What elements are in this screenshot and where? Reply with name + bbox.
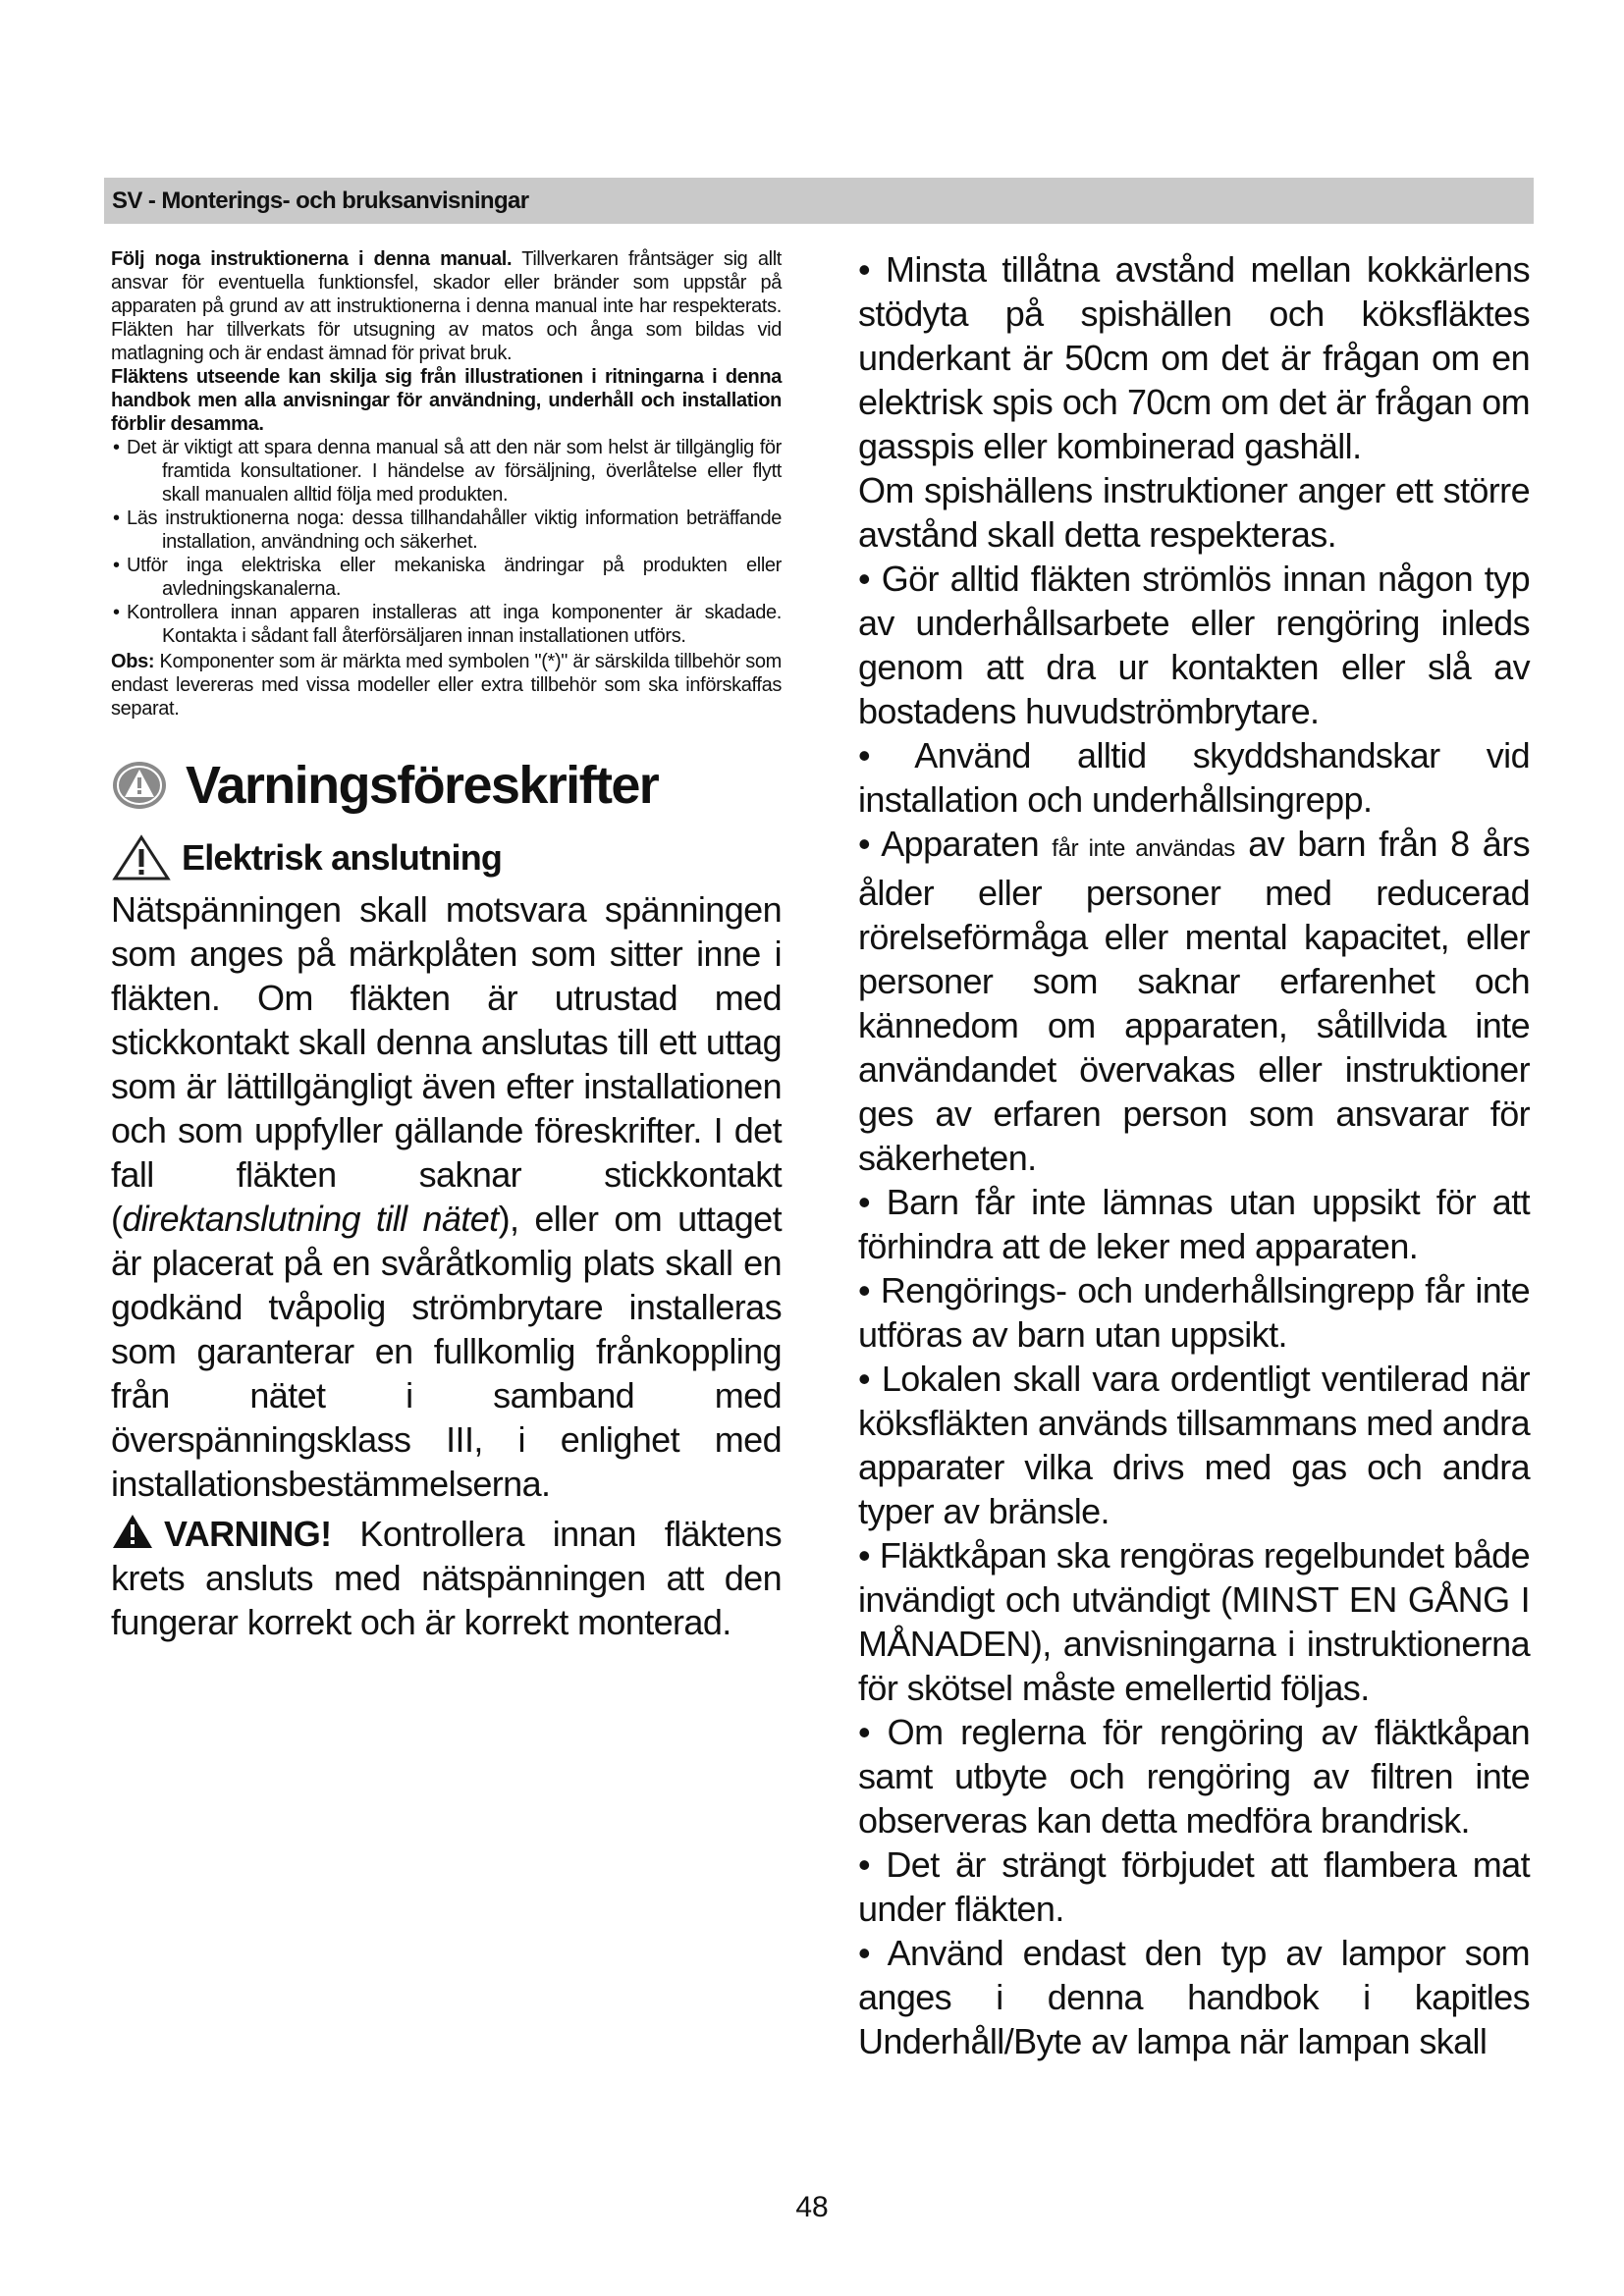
varning-paragraph [111, 1512, 782, 1644]
varning-text: Kontrollera innan fläktens krets ansluts med nätspänningen att den fungerar korrekt och är korrekt monterad. [111, 1514, 782, 1642]
left-column [111, 247, 782, 1644]
right-paragraph-respect: Om spishällens instruktioner anger ett större avstånd skall detta respekteras. [858, 470, 1530, 555]
page-number: 48 [795, 2191, 829, 2223]
electrical-text-part-1: Nätspänningen skall motsvara spänningen som anges på märkplåten som sitter inne i fläkten. Om fläkten är utrustad med stickkontakt skall denna anslutas till ett uttag som är lättillgängligt även efter installationen och som uppfyller gällande föreskrifter. I det fall fläkten saknar stickkontakt ( [111, 889, 782, 1239]
warnings-title: Varningsföreskrifter [186, 756, 659, 815]
intro-p2-bold: Fläktens utseende kan skilja sig från illustrationen i ritningarna i denna handbok men alla anvisningar för användning, underhåll och installation förblir desamma. [111, 366, 782, 435]
right-paragraph-ventilation: • Lokalen skall vara ordentligt ventilerad när köksfläkten används tillsammans med andra apparater vilka drivs med gas och andra typer av bränsle. [858, 1359, 1530, 1531]
electrical-text-part-2: ), eller om uttaget är placerat på en svåråtkomlig plats skall en godkänd tvåpolig strömbrytare installeras som garanterar en fullkomlig frånkoppling från nätet i samband med överspänningsklass III, i enlighet med installationsbestämmelserna. [111, 1199, 782, 1504]
bullet-first-line: Det är viktigt att spara denna manual så att den när som helst [127, 437, 648, 458]
p5-part-b: av barn från 8 års ålder eller personer med reducerad rörelseförmåga eller mental kapacitet, eller personer som saknar erfarenhet och kännedom om apparaten, såtillvida inte användandet övervakas eller instruktioner ges av erfaren person som ansvarar för säkerheten. [858, 824, 1531, 1178]
right-column [858, 247, 1530, 2063]
right-paragraph-distance: • Minsta tillåtna avstånd mellan kokkärlens stödyta på spishällen och köksfläktes underkant är 50cm om det är frågan om en elektrisk spis och 70cm om det är frågan om gasspis eller kombinerad gashäll. [858, 249, 1530, 466]
warning-triangle-solid-icon [111, 1513, 154, 1550]
right-paragraph-clean-hood: • Fläktkåpan ska rengöras regelbundet både invändigt och utvändigt (MINST EN GÅNG I MÅNADEN), anvisningarna i instruktionerna för skötsel måste emellertid följas. [858, 1535, 1530, 1708]
bullet-first-line: Läs instruktionerna noga: dessa tillhandahåller viktig [127, 507, 577, 529]
obs-note [111, 650, 782, 721]
p5-part-a: • Apparaten [858, 824, 1053, 864]
list-item [111, 601, 782, 648]
bullet-rest: information beträffande installation, användning och säkerhet. [162, 507, 782, 553]
section-title: SV - Monterings- och bruksanvisningar [112, 187, 529, 214]
electrical-text [111, 887, 782, 1506]
electrical-heading [111, 834, 782, 881]
obs-text: Komponenter som är märkta med symbolen "(*)" är särskilda tillbehör som endast levereras med vissa modeller eller extra tillbehör som ska införskaffas separat. [111, 651, 782, 720]
electrical-title: Elektrisk anslutning [182, 837, 503, 878]
intro-block [111, 247, 782, 721]
list-item [111, 554, 782, 601]
intro-p1-bold: Följ noga instruktionerna i denna manual. [111, 248, 513, 270]
right-paragraph-cleaning-children: • Rengörings- och underhållsingrepp får inte utföras av barn utan uppsikt. [858, 1270, 1530, 1355]
right-paragraph-children-play: • Barn får inte lämnas utan uppsikt för att förhindra att de leker med apparaten. [858, 1182, 1530, 1266]
intro-p1-text: Tillverkaren fråntsäger sig allt ansvar för eventuella funktionsfel, skador eller bränder som uppstår på apparaten på grund av att instruktionerna i denna manual inte har respekterats. Fläkten har tillverkats för utsugning av matos och ånga som bildas vid matlagning och är endast ämnad för privat bruk. [111, 248, 782, 364]
bullet-rest: är tillgänglig för framtida konsultationer. I händelse av försäljning, överlåtelse eller flytt skall manualen alltid följa med produkten. [162, 437, 782, 506]
right-paragraph-gloves: • Använd alltid skyddshandskar vid installation och underhållsingrepp. [858, 735, 1530, 820]
list-item [111, 507, 782, 554]
right-paragraph-fire-risk: • Om reglerna för rengöring av fläktkåpan samt utbyte och rengöring av filtren inte observeras kan detta medföra brandrisk. [858, 1712, 1530, 1841]
intro-paragraph-2 [111, 365, 782, 436]
warning-circle-icon [111, 760, 168, 811]
p5-small: får inte användas [1052, 835, 1235, 862]
right-paragraph-flambe: • Det är strängt förbjudet att flambera mat under fläkten. [858, 1844, 1530, 1929]
bullet-first-line: Kontrollera innan apparen installeras att inga komponenter är [127, 602, 692, 623]
right-paragraph-power-off: • Gör alltid fläkten strömlös innan någon typ av underhållsarbete eller rengöring inleds genom att dra ur kontakten eller slå av bostadens huvudströmbrytare. [858, 559, 1530, 731]
warnings-heading [111, 756, 782, 815]
electrical-text-italic: direktanslutning till nätet [122, 1199, 499, 1239]
list-item [111, 436, 782, 507]
right-paragraph-children-use [858, 822, 1530, 1180]
section-header-bar [104, 178, 1534, 224]
bullet-rest: skadade. Kontakta i sådant fall återförsäljaren innan installationen utförs. [162, 602, 782, 647]
bullet-rest: eller avledningskanalerna. [162, 555, 782, 600]
intro-paragraph-1 [111, 247, 782, 365]
obs-label: Obs: [111, 651, 155, 672]
varning-label: VARNING! [164, 1514, 332, 1554]
bullet-first-line: Utför inga elektriska eller mekaniska ändringar på produkten [127, 555, 728, 576]
warning-triangle-outline-icon [111, 834, 172, 881]
right-paragraph-lamps: • Använd endast den typ av lampor som anges i denna handbok i kapitles Underhåll/Byte av lampa när lampan skall [858, 1933, 1530, 2061]
intro-bullet-list [111, 436, 782, 648]
